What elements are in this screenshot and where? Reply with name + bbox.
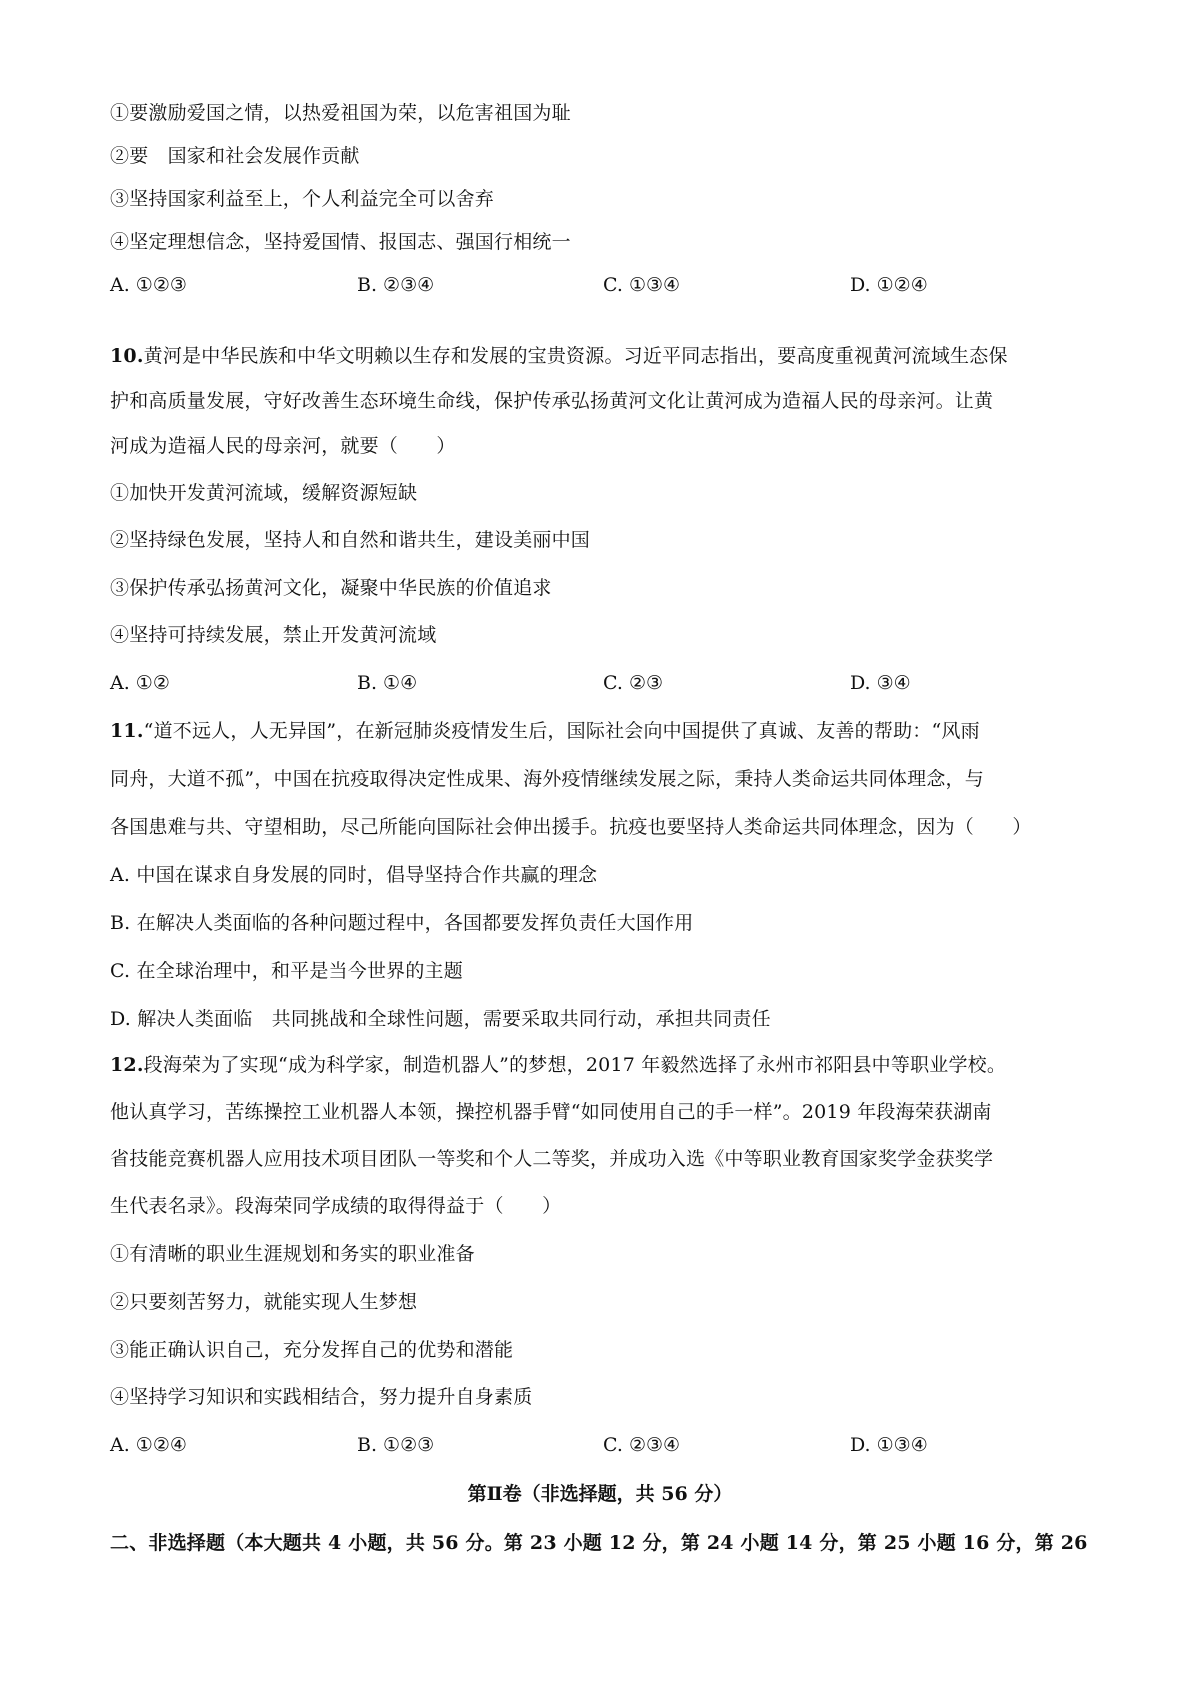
q10-option-d: D. ③④ — [850, 672, 911, 694]
q10-item-1: ①加快开发黄河流域，缓解资源短缺 — [110, 482, 418, 504]
q10-option-a: A. ①② — [110, 672, 170, 694]
q12-option-c: C. ②③④ — [603, 1434, 681, 1456]
q9-option-b: B. ②③④ — [357, 274, 435, 296]
q10-item-4: ④坚持可持续发展，禁止开发黄河流域 — [110, 624, 437, 646]
q11-option-c: C. 在全球治理中，和平是当今世界的主题 — [110, 960, 463, 982]
q12-stem-text-1: 段海荣为了实现“成为科学家，制造机器人”的梦想，2017 年毅然选择了永州市祁阳县中等职业学校。 — [143, 1054, 1007, 1076]
q12-item-1: ①有清晰的职业生涯规划和务实的职业准备 — [110, 1243, 475, 1265]
q12-number: 12. — [110, 1054, 144, 1076]
q11-stem-line-2: 同舟，大道不孤”，中国在抗疫取得决定性成果、海外疫情继续发展之际，秉持人类命运共同体理念，与 — [110, 768, 984, 790]
q9-item-3: ③坚持国家利益至上，个人利益完全可以舍弃 — [110, 188, 495, 210]
q10-item-3: ③保护传承弘扬黄河文化，凝聚中华民族的价值追求 — [110, 577, 552, 599]
q12-option-a: A. ①②④ — [110, 1434, 187, 1456]
q9-option-c: C. ①③④ — [603, 274, 681, 296]
q10-option-b: B. ①④ — [357, 672, 418, 694]
q9-option-d: D. ①②④ — [850, 274, 928, 296]
q10-stem-line-1 — [110, 343, 1100, 369]
q9-item-4: ④坚定理想信念，坚持爱国情、报国志、强国行相统一 — [110, 231, 571, 253]
section-2-heading: 二、非选择题（本大题共 4 小题，共 56 分。第 23 小题 12 分，第 24 小题 14 分，第 25 小题 16 分，第 26 — [110, 1532, 1088, 1554]
q12-item-2: ②只要刻苦努力，就能实现人生梦想 — [110, 1291, 418, 1313]
q11-option-a: A. 中国在谋求自身发展的同时，倡导坚持合作共赢的理念 — [110, 864, 598, 886]
q12-option-b: B. ①②③ — [357, 1434, 435, 1456]
q12-option-d: D. ①③④ — [850, 1434, 928, 1456]
q9-option-a: A. ①②③ — [110, 274, 187, 296]
q12-item-3: ③能正确认识自己，充分发挥自己的优势和潜能 — [110, 1339, 514, 1361]
q11-stem-text-1: “道不远人，人无异国”，在新冠肺炎疫情发生后，国际社会向中国提供了真诚、友善的帮助：“风雨 — [143, 720, 980, 742]
q9-item-1: ①要激励爱国之情，以热爱祖国为荣，以危害祖国为耻 — [110, 102, 571, 124]
q12-stem-line-4: 生代表名录》。段海荣同学成绩的取得得益于（ ） — [110, 1195, 562, 1217]
q10-option-c: C. ②③ — [603, 672, 664, 694]
q9-item-2: ②要 国家和社会发展作贡献 — [110, 145, 360, 167]
q12-item-4: ④坚持学习知识和实践相结合，努力提升自身素质 — [110, 1386, 533, 1408]
q10-stem-text-1: 黄河是中华民族和中华文明赖以生存和发展的宝贵资源。习近平同志指出，要高度重视黄河流域生态保 — [143, 345, 1008, 367]
q10-stem-line-3: 河成为造福人民的母亲河，就要（ ） — [110, 435, 456, 457]
q10-stem-line-2: 护和高质量发展，守好改善生态环境生命线，保护传承弘扬黄河文化让黄河成为造福人民的母亲河。让黄 — [110, 390, 994, 412]
section-2-title: 第Ⅱ卷（非选择题，共 56 分） — [467, 1483, 733, 1505]
q10-number: 10. — [110, 345, 144, 367]
q12-stem-line-2: 他认真学习，苦练操控工业机器人本领，操控机器手臂“如同使用自己的手一样”。2019 年段海荣获湖南 — [110, 1101, 992, 1123]
q11-number: 11. — [110, 720, 144, 742]
q10-item-2: ②坚持绿色发展，坚持人和自然和谐共生，建设美丽中国 — [110, 529, 591, 551]
q11-option-d: D. 解决人类面临 共同挑战和全球性问题，需要采取共同行动，承担共同责任 — [110, 1008, 771, 1030]
q12-stem-line-1 — [110, 1052, 1100, 1078]
q11-option-b: B. 在解决人类面临的各种问题过程中，各国都要发挥负责任大国作用 — [110, 912, 694, 934]
q12-stem-line-3: 省技能竞赛机器人应用技术项目团队一等奖和个人二等奖，并成功入选《中等职业教育国家奖学金获奖学 — [110, 1148, 994, 1170]
q11-stem-line-1 — [110, 718, 1100, 744]
q11-stem-line-3: 各国患难与共、守望相助，尽己所能向国际社会伸出援手。抗疫也要坚持人类命运共同体理念，因为（ ） — [110, 816, 1032, 838]
